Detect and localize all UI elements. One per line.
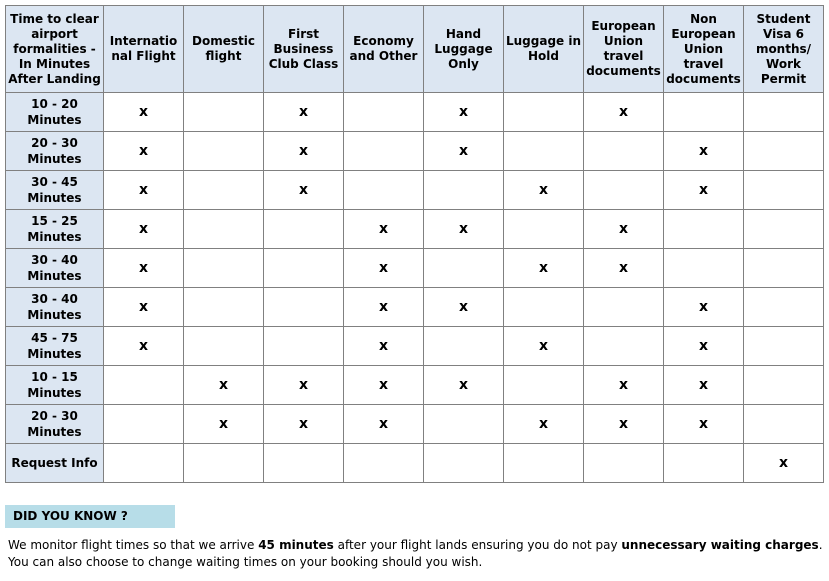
table-cell: x bbox=[584, 93, 664, 132]
table-cell bbox=[424, 327, 504, 366]
table-cell bbox=[504, 210, 584, 249]
table-cell bbox=[584, 444, 664, 483]
table-cell bbox=[104, 405, 184, 444]
table-cell bbox=[104, 366, 184, 405]
header-domestic-flight: Domestic flight bbox=[184, 6, 264, 93]
did-you-know-text bbox=[8, 537, 823, 571]
table-cell bbox=[744, 288, 824, 327]
table-cell: x bbox=[584, 366, 664, 405]
table-cell bbox=[504, 132, 584, 171]
table-cell: x bbox=[344, 366, 424, 405]
table-cell bbox=[744, 171, 824, 210]
airport-formalities-table bbox=[5, 5, 824, 483]
table-cell bbox=[584, 288, 664, 327]
table-row bbox=[6, 405, 824, 444]
table-row bbox=[6, 288, 824, 327]
table-row bbox=[6, 132, 824, 171]
row-time-label: 10 - 20 Minutes bbox=[6, 93, 104, 132]
table-cell bbox=[584, 327, 664, 366]
table-cell bbox=[264, 249, 344, 288]
row-time-label: 30 - 45 Minutes bbox=[6, 171, 104, 210]
row-time-label: 20 - 30 Minutes bbox=[6, 132, 104, 171]
did-you-know-heading: DID YOU KNOW ? bbox=[5, 505, 175, 528]
row-time-label: 30 - 40 Minutes bbox=[6, 249, 104, 288]
table-cell bbox=[424, 405, 504, 444]
table-cell: x bbox=[424, 93, 504, 132]
table-row bbox=[6, 210, 824, 249]
highlight-waiting-charges: unnecessary waiting charges bbox=[621, 538, 819, 552]
table-cell: x bbox=[104, 249, 184, 288]
table-cell bbox=[104, 444, 184, 483]
table-header-row bbox=[6, 6, 824, 93]
table-cell bbox=[664, 444, 744, 483]
table-cell: x bbox=[104, 93, 184, 132]
table-cell bbox=[344, 171, 424, 210]
table-cell bbox=[184, 210, 264, 249]
table-cell bbox=[584, 171, 664, 210]
row-time-label: 10 - 15 Minutes bbox=[6, 366, 104, 405]
table-cell bbox=[184, 327, 264, 366]
table-cell: x bbox=[664, 288, 744, 327]
table-cell: x bbox=[424, 288, 504, 327]
table-cell: x bbox=[424, 210, 504, 249]
table-cell bbox=[744, 327, 824, 366]
header-economy-other: Economy and Other bbox=[344, 6, 424, 93]
table-cell bbox=[424, 444, 504, 483]
row-time-label: Request Info bbox=[6, 444, 104, 483]
table-cell bbox=[744, 405, 824, 444]
table-cell: x bbox=[424, 366, 504, 405]
table-cell: x bbox=[664, 366, 744, 405]
table-cell bbox=[424, 249, 504, 288]
row-time-label: 45 - 75 Minutes bbox=[6, 327, 104, 366]
table-cell: x bbox=[264, 132, 344, 171]
table-cell: x bbox=[344, 249, 424, 288]
table-cell bbox=[344, 132, 424, 171]
table-cell bbox=[664, 210, 744, 249]
table-cell: x bbox=[344, 288, 424, 327]
row-time-label: 15 - 25 Minutes bbox=[6, 210, 104, 249]
row-time-label: 20 - 30 Minutes bbox=[6, 405, 104, 444]
table-cell: x bbox=[104, 327, 184, 366]
table-cell bbox=[744, 366, 824, 405]
table-cell bbox=[664, 93, 744, 132]
table-cell bbox=[184, 444, 264, 483]
table-cell: x bbox=[104, 132, 184, 171]
table-cell bbox=[184, 171, 264, 210]
table-cell: x bbox=[264, 171, 344, 210]
table-cell bbox=[264, 327, 344, 366]
table-cell bbox=[264, 210, 344, 249]
table-cell bbox=[184, 93, 264, 132]
table-cell: x bbox=[344, 327, 424, 366]
table-cell: x bbox=[584, 249, 664, 288]
table-row bbox=[6, 327, 824, 366]
table-row bbox=[6, 366, 824, 405]
table-cell: x bbox=[504, 405, 584, 444]
table-cell bbox=[504, 444, 584, 483]
table-cell bbox=[344, 93, 424, 132]
table-cell bbox=[264, 444, 344, 483]
header-first-business-class: First Business Club Class bbox=[264, 6, 344, 93]
table-cell: x bbox=[104, 288, 184, 327]
table-cell bbox=[184, 249, 264, 288]
text-part-3: . You can also choose to change waiting times on your booking should you wish. bbox=[8, 538, 823, 569]
table-cell: x bbox=[184, 405, 264, 444]
table-cell bbox=[504, 366, 584, 405]
table-cell: x bbox=[424, 132, 504, 171]
table-cell: x bbox=[264, 93, 344, 132]
table-cell: x bbox=[504, 249, 584, 288]
table-cell: x bbox=[104, 210, 184, 249]
table-cell: x bbox=[664, 132, 744, 171]
highlight-45-minutes: 45 minutes bbox=[258, 538, 334, 552]
table-cell bbox=[744, 249, 824, 288]
table-cell: x bbox=[104, 171, 184, 210]
table-cell bbox=[344, 444, 424, 483]
table-cell: x bbox=[504, 171, 584, 210]
table-cell bbox=[184, 288, 264, 327]
table-cell: x bbox=[664, 171, 744, 210]
table-cell: x bbox=[664, 327, 744, 366]
table-cell: x bbox=[344, 405, 424, 444]
table-cell: x bbox=[584, 210, 664, 249]
table-cell bbox=[664, 249, 744, 288]
table-cell: x bbox=[344, 210, 424, 249]
table-cell: x bbox=[264, 366, 344, 405]
table-cell: x bbox=[584, 405, 664, 444]
table-cell: x bbox=[184, 366, 264, 405]
header-luggage-in-hold: Luggage in Hold bbox=[504, 6, 584, 93]
table-cell bbox=[504, 288, 584, 327]
table-cell bbox=[264, 288, 344, 327]
table-row bbox=[6, 93, 824, 132]
table-row bbox=[6, 249, 824, 288]
table-row bbox=[6, 171, 824, 210]
text-part-2: after your flight lands ensuring you do not pay bbox=[333, 538, 622, 552]
header-non-eu-travel-documents: Non European Union travel documents bbox=[664, 6, 744, 93]
table-cell: x bbox=[664, 405, 744, 444]
header-time-to-clear: Time to clear airport formalities - In Minutes After Landing bbox=[6, 6, 104, 93]
header-international-flight: Internatio nal Flight bbox=[104, 6, 184, 93]
table-cell bbox=[744, 93, 824, 132]
table-cell: x bbox=[504, 327, 584, 366]
table-cell bbox=[744, 210, 824, 249]
header-hand-luggage-only: Hand Luggage Only bbox=[424, 6, 504, 93]
table-cell bbox=[744, 132, 824, 171]
header-eu-travel-documents: European Union travel documents bbox=[584, 6, 664, 93]
header-student-visa-work-permit: Student Visa 6 months/ Work Permit bbox=[744, 6, 824, 93]
table-cell: x bbox=[264, 405, 344, 444]
table-cell bbox=[504, 93, 584, 132]
table-cell bbox=[584, 132, 664, 171]
table-row bbox=[6, 444, 824, 483]
table-cell bbox=[184, 132, 264, 171]
table-cell bbox=[424, 171, 504, 210]
table-cell: x bbox=[744, 444, 824, 483]
row-time-label: 30 - 40 Minutes bbox=[6, 288, 104, 327]
text-part-1: We monitor flight times so that we arrive bbox=[8, 538, 259, 552]
